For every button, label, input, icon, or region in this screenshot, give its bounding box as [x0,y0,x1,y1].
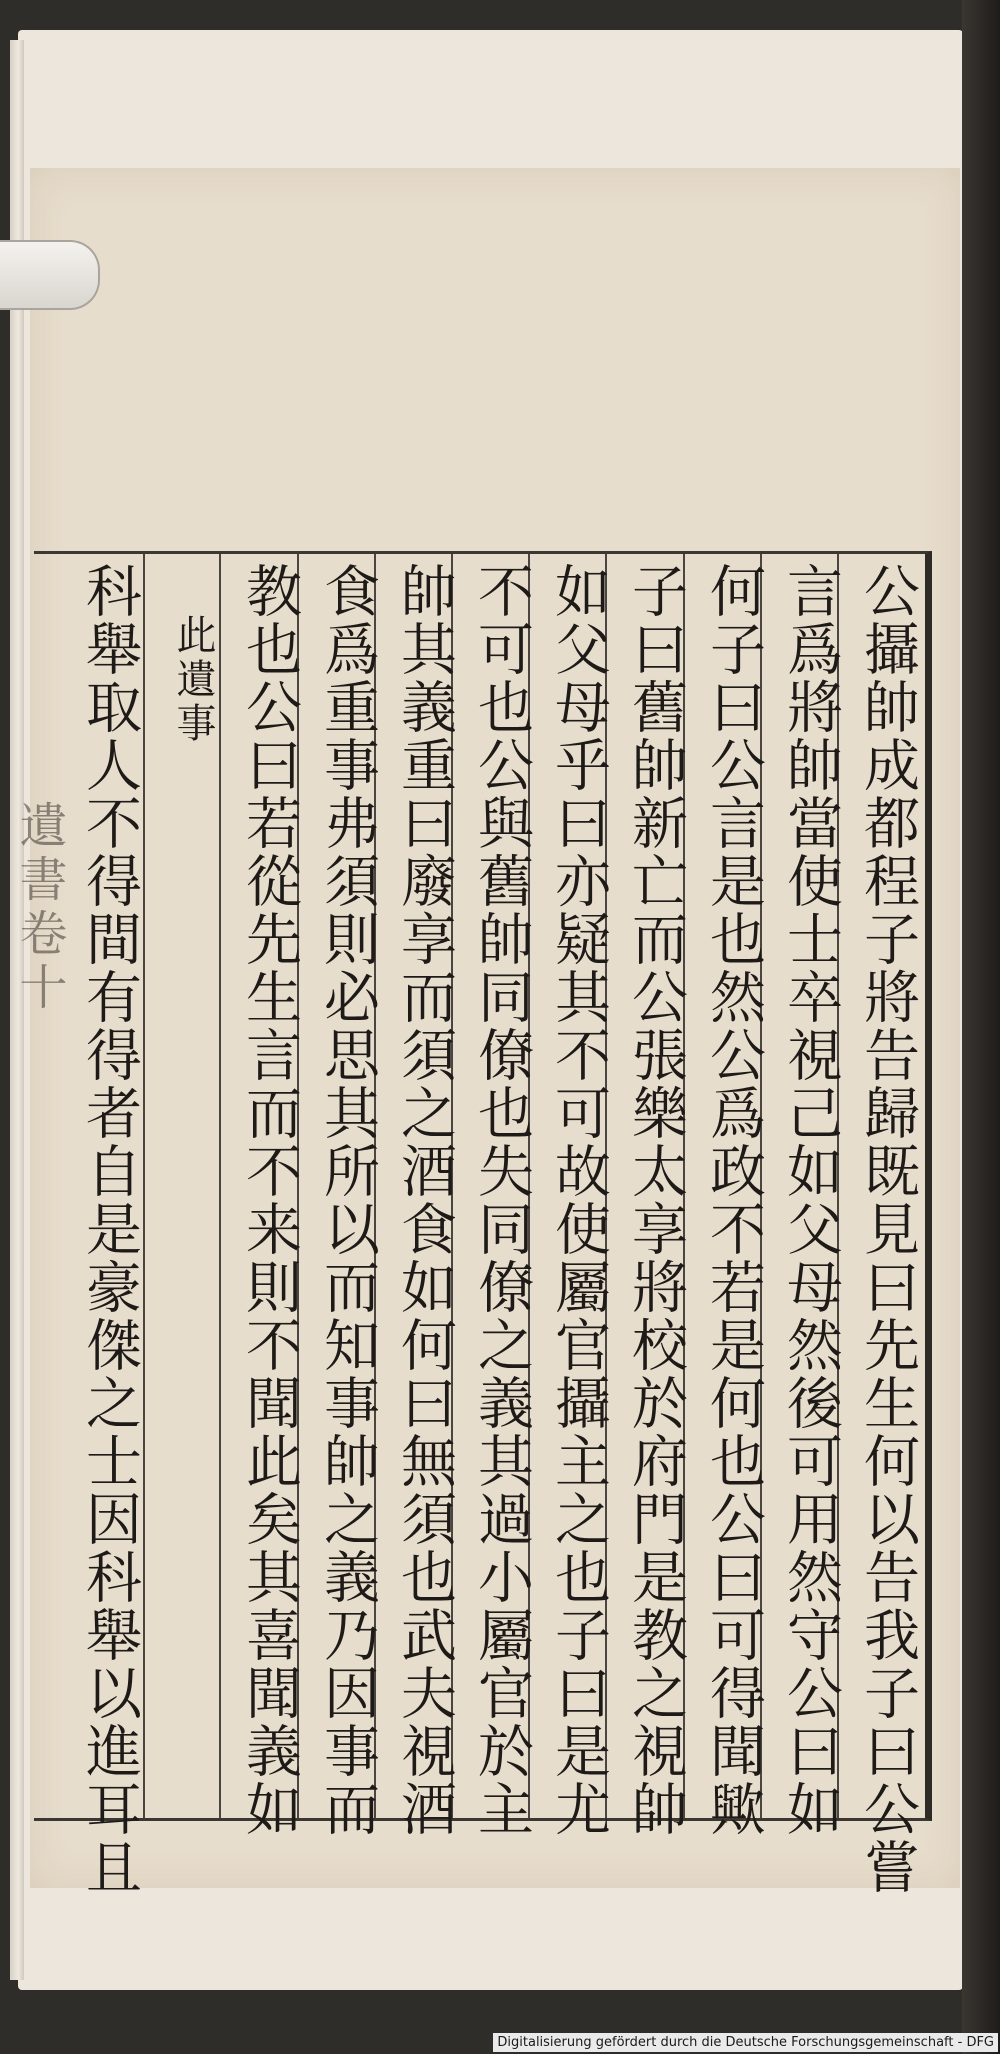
text-column-1: 公攝帥成都程子將告歸既見曰先生何以告我子曰公嘗 [855,562,920,1896]
fold-margin-title: 遺書卷十 [11,800,67,1016]
text-column-6: 不可也公與舊帥同僚也失同僚之義其過小屬官於主 [469,562,534,1838]
page-marker-tab [0,240,100,310]
text-frame [34,551,932,1896]
text-column-5: 如父母乎曰亦疑其不可故使屬官攝主之也子曰是尤 [546,562,611,1838]
column-rule [143,554,145,1818]
text-column-7: 帥其義重曰廢享而須之酒食如何曰無須也武夫視酒 [392,562,457,1838]
text-column-9: 教也公曰若從先生言而不来則不聞此矣其喜聞義如 [237,562,302,1838]
column-rule [219,554,221,1818]
digitization-credit: Digitalisierung gefördert durch die Deutsche Forschungsgemeinschaft - DFG [493,2033,998,2052]
text-column-8: 食爲重事弗須則必思其所以而知事帥之義乃因事而 [315,562,380,1838]
text-column-2: 言爲將帥當使士卒視己如父母然後可用然守公曰如 [778,562,843,1838]
book-spine [962,0,1000,2054]
annotation-column: 此遺事 [170,614,216,746]
text-column-3: 何子曰公言是也然公爲政不若是何也公曰可得聞歟 [701,562,766,1838]
text-column-4: 子曰舊帥新亡而公張樂太享將校於府門是教之視帥 [623,562,688,1838]
text-column-11: 科舉取人不得間有得者自是豪傑之士因科舉以進耳且 [77,562,142,1896]
